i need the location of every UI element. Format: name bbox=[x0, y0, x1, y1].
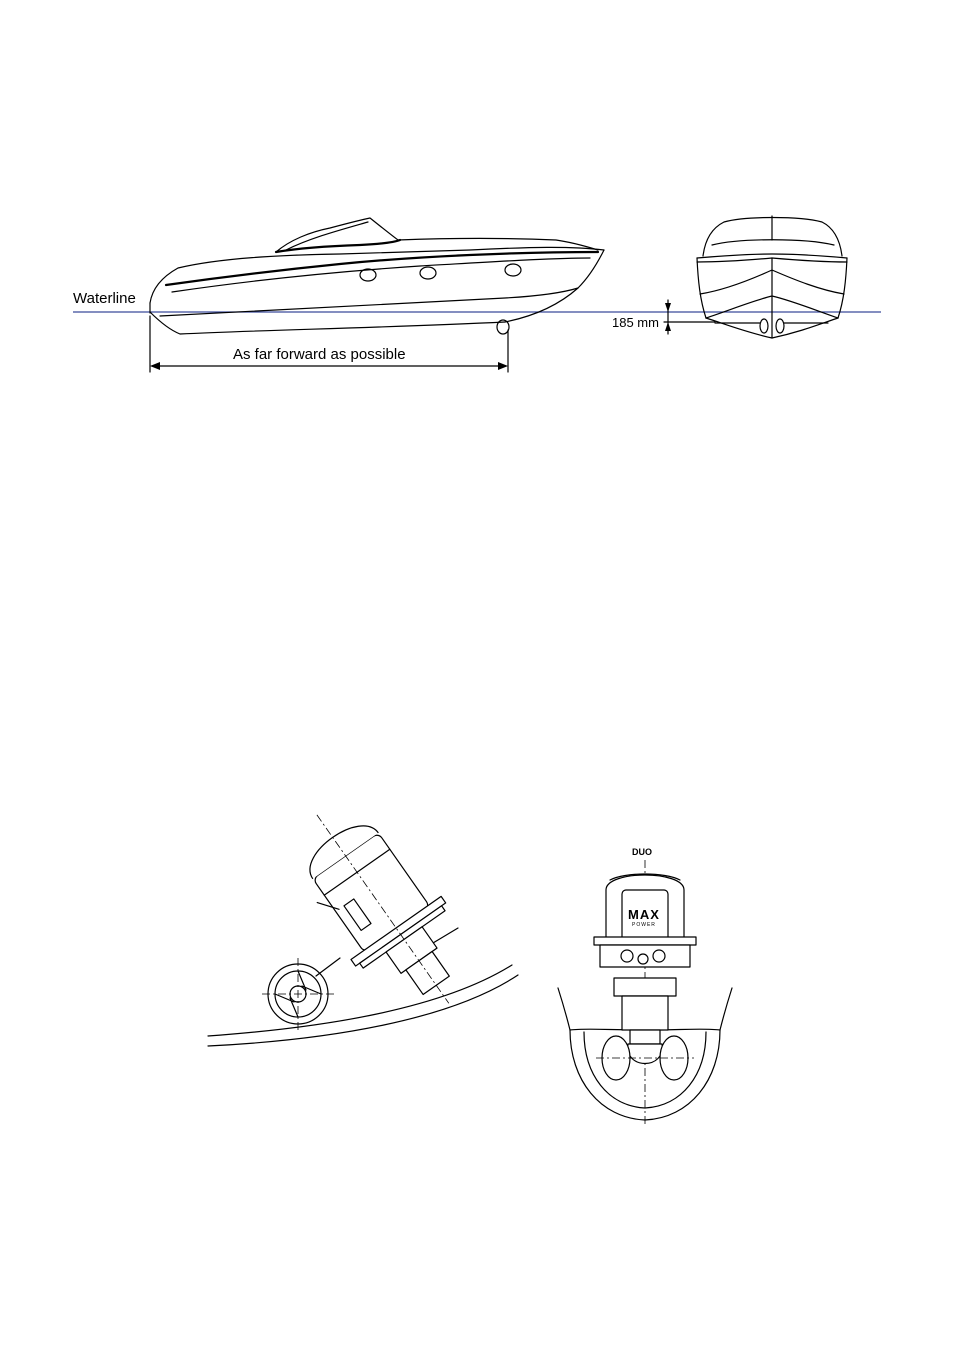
thruster-duo-view bbox=[558, 860, 732, 1125]
depth-dimension-label: 185 mm bbox=[612, 315, 659, 330]
max-power-logo: MAX bbox=[628, 907, 660, 922]
max-power-logo-subtext: POWER bbox=[632, 922, 656, 928]
forward-dimension-label: As far forward as possible bbox=[233, 346, 406, 363]
duo-variant-label: DUO bbox=[632, 847, 652, 857]
thruster-angled-view bbox=[208, 783, 518, 1046]
waterline-label: Waterline bbox=[73, 290, 136, 307]
